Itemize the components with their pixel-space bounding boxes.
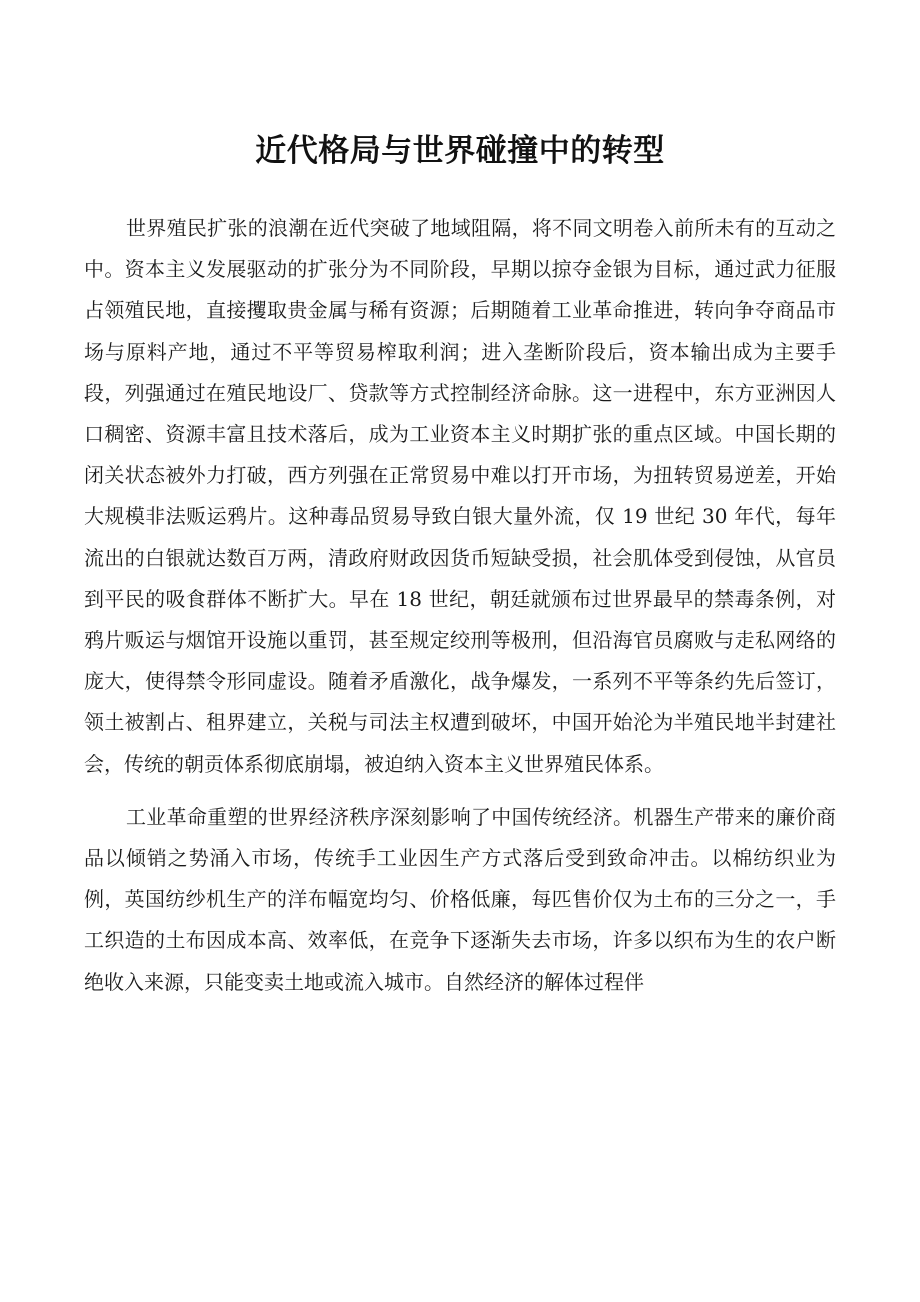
paragraph-colonial-expansion: 世界殖民扩张的浪潮在近代突破了地域阻隔，将不同文明卷入前所未有的互动之中。资本主义发展驱动的扩张分为不同阶段，早期以掠夺金银为目标，通过武力征服占领殖民地，直接攫取贵金属与稀有资源；后期随着工业革命推进，转向争夺商品市场与原料产地，通过不平等贸易榨取利润；进入垄断阶段后，资本输出成为主要手段，列强通过在殖民地设厂、贷款等方式控制经济命脉。这一进程中，东方亚洲因人口稠密、资源丰富且技术落后，成为工业资本主义时期扩张的重点区域。中国长期的闭关状态被外力打破，西方列强在正常贸易中难以打开市场，为扭转贸易逆差，开始大规模非法贩运鸦片。这种毒品贸易导致白银大量外流，仅 19 世纪 30 年代，每年流出的白银就达数百万两，清政府财政因货币短缺受损，社会肌体受到侵蚀，从官员到平民的吸食群体不断扩大。早在 18 世纪，朝廷就颁布过世界最早的禁毒条例，对鸦片贩运与烟馆开设施以重罚，甚至规定绞刑等极刑，但沿海官员腐败与走私网络的庞大，使得禁令形同虚设。随着矛盾激化，战争爆发，一系列不平等条约先后签订，领土被割占、租界建立，关税与司法主权遭到破坏，中国开始沦为半殖民地半封建社会，传统的朝贡体系彻底崩塌，被迫纳入资本主义世界殖民体系。 <box>84 216 836 776</box>
document-body <box>84 208 836 1015</box>
document-title: 近代格局与世界碰撞中的转型 <box>255 133 665 169</box>
paragraph-industrial-revolution: 工业革命重塑的世界经济秩序深刻影响了中国传统经济。机器生产带来的廉价商品以倾销之势涌入市场，传统手工业因生产方式落后受到致命冲击。以棉纺织业为例，英国纺纱机生产的洋布幅宽均匀、价格低廉，每匹售价仅为土布的三分之一，手工织造的土布因成本高、效率低，在竞争下逐渐失去市场，许多以织布为生的农户断绝收入来源，只能变卖土地或流入城市。自然经济的解体过程伴 <box>84 804 836 994</box>
